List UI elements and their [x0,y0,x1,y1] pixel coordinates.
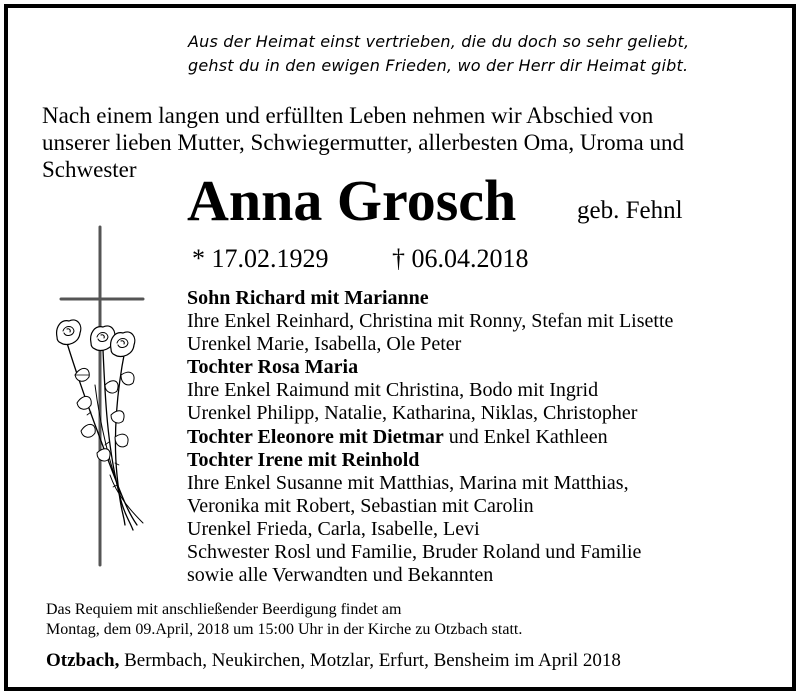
family-line: Urenkel Philipp, Natalie, Katharina, Niklas, Christopher [187,402,638,425]
family-line: Ihre Enkel Raimund mit Christina, Bodo mit Ingrid [187,379,599,402]
intro-line: Nach einem langen und erfüllten Leben nehmen wir Abschied von [42,103,654,128]
birth-date: * 17.02.1929 [192,244,329,273]
family-line: Urenkel Marie, Isabella, Ole Peter [187,333,462,356]
requiem-info [46,600,522,640]
family-line: Ihre Enkel Reinhard, Christina mit Ronny, Stefan mit Lisette [187,310,674,333]
footer-place-rest: Bermbach, Neukirchen, Motzlar, Erfurt, Bensheim im April 2018 [119,650,621,671]
family-line: Sohn Richard mit Marianne [187,287,429,309]
footer-places [46,650,621,672]
death-date: † 06.04.2018 [392,244,529,273]
poem [188,30,689,78]
family-line-rest: und Enkel Kathleen [443,425,608,448]
footer-place-bold: Otzbach, [46,650,120,671]
requiem-line: Montag, dem 09.April, 2018 um 15:00 Uhr in der Kirche zu Otzbach statt. [46,621,523,638]
poem-line: gehst du in den ewigen Frieden, wo der Herr dir Heimat gibt. [188,56,689,75]
intro-line: Schwester [42,157,137,182]
intro-line: unserer lieben Mutter, Schwiegermutter, allerbesten Oma, Uroma und [42,130,684,155]
family-line: sowie alle Verwandten und Bekannten [187,564,494,587]
family-line-bold: Tochter Eleonore mit Dietmar [187,425,444,448]
poem-line: Aus der Heimat einst vertrieben, die du doch so sehr geliebt, [188,32,690,51]
family-line: Tochter Rosa Maria [187,356,359,379]
requiem-line: Das Requiem mit anschließender Beerdigung findet am [46,601,402,618]
family-line: Urenkel Frieda, Carla, Isabelle, Levi [187,517,480,540]
family-line: Tochter Irene mit Reinhold [187,448,420,471]
deceased-name: Anna Grosch [187,168,517,233]
family-list [187,287,673,587]
birth-name: geb. Fehnl [577,197,683,224]
family-line [187,426,673,449]
family-line: Veronika mit Robert, Sebastian mit Carolin [187,494,534,517]
cross-with-roses-icon [55,225,165,570]
family-line: Schwester Rosl und Familie, Bruder Roland und Familie [187,541,642,564]
family-line: Ihre Enkel Susanne mit Matthias, Marina mit Matthias, [187,471,629,494]
